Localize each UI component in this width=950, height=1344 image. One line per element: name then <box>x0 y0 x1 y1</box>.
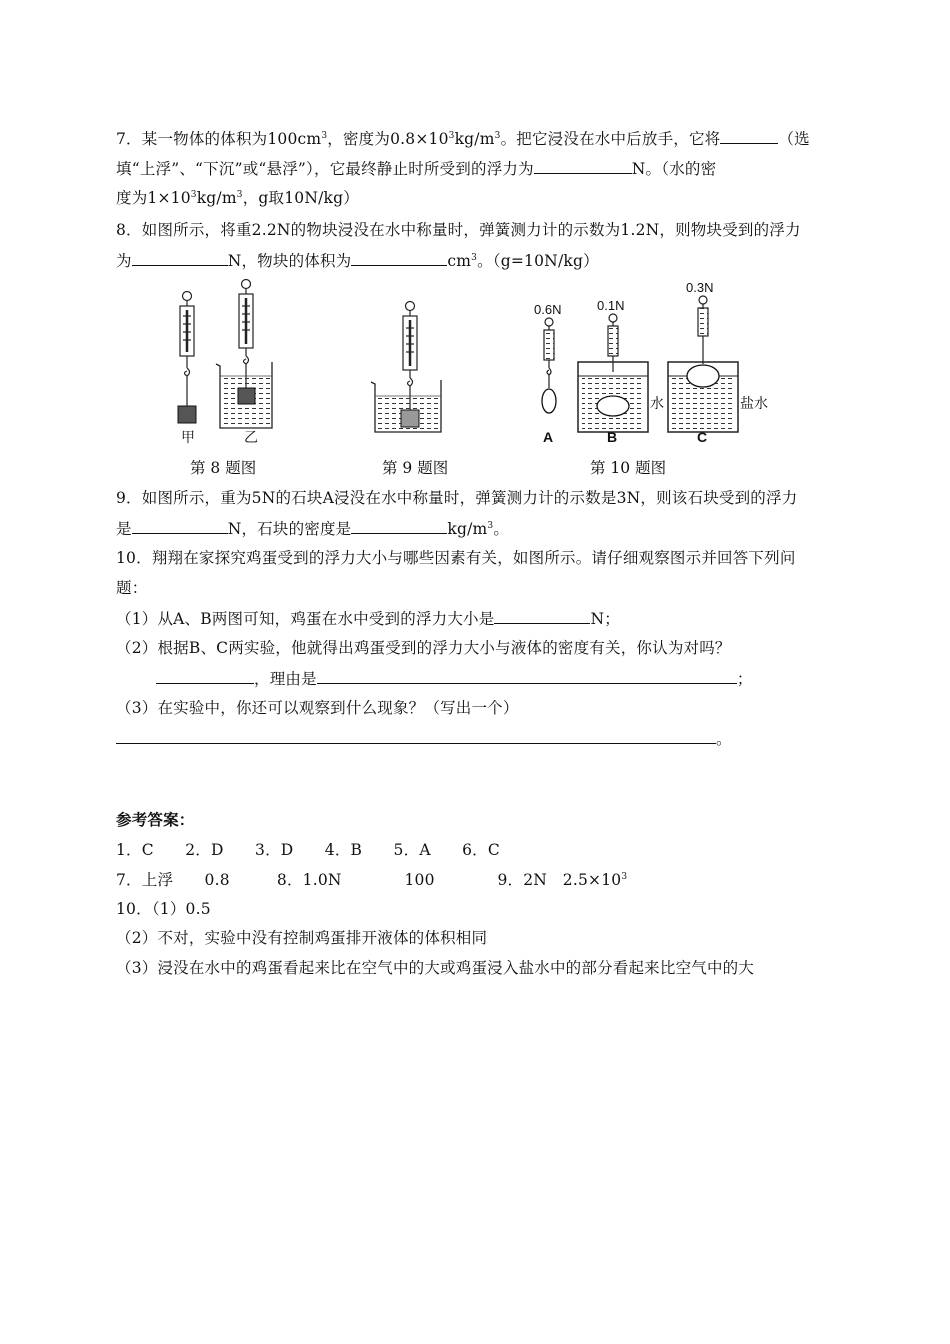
superscript: 3 <box>621 872 628 882</box>
q8-text: cm <box>447 252 472 270</box>
answers-row-2 <box>116 870 627 890</box>
fig8-label-yi: 乙 <box>244 429 258 445</box>
q9-blank-2[interactable] <box>351 518 447 534</box>
q9-text: kg/m <box>447 520 488 538</box>
fig10-reading-c: 0.3N <box>686 280 714 295</box>
q8-blank-2[interactable] <box>351 250 447 266</box>
fig9-stone <box>401 410 419 427</box>
superscript: 3 <box>471 253 478 263</box>
q9-line-2 <box>116 518 509 539</box>
fig10-label-c: C <box>697 429 708 445</box>
q7-text: 。把它浸没在水中后放手，它将 <box>500 130 721 148</box>
fig10-scale-a <box>544 318 554 388</box>
q9-blank-1[interactable] <box>132 518 228 534</box>
answers-row-5: （3）浸没在水中的鸡蛋看起来比在空气中的大或鸡蛋浸入盐水中的部分看起来比空气中的大 <box>116 959 755 977</box>
q10-part-3: （3）在实验中，你还可以观察到什么现象？（写出一个） <box>116 699 519 717</box>
q9-text: 。 <box>493 520 510 538</box>
q8-text: N，物块的体积为 <box>227 252 352 270</box>
q7-text: ，g取10N/kg） <box>242 189 359 207</box>
answers-row-4: （2）不对，实验中没有控制鸡蛋排开液体的体积相同 <box>116 929 488 947</box>
q8-text: 为 <box>116 252 132 270</box>
q7-text: 填“上浮”、“下沉”或“悬浮”），它最终静止时所受到的浮力为 <box>116 160 534 178</box>
answers-heading: 参考答案： <box>116 810 195 829</box>
q7-line-2 <box>116 158 716 179</box>
q7-text: （选 <box>778 130 810 148</box>
q10-part-2-answer <box>156 668 753 689</box>
caption-fig8: 第 8 题图 <box>190 459 257 477</box>
superscript: 3 <box>487 521 494 531</box>
fig10-label-brine: 盐水 <box>740 395 768 411</box>
fig10-label-a: A <box>543 429 554 445</box>
q10-part-3-answer <box>116 728 732 749</box>
fig10-reading-b: 0.1N <box>597 298 625 313</box>
q7-text: 度为1×10 <box>116 189 191 207</box>
q7-blank-2[interactable] <box>534 158 632 174</box>
q10-text: （1）从A、B两图可知，鸡蛋在水中受到的浮力大小是 <box>116 610 495 628</box>
q8-line-1: 8．如图所示，将重2.2N的物块浸没在水中称量时，弹簧测力计的示数为1.2N，则物块受到的浮力 <box>116 221 801 239</box>
fig8-scale-yi <box>239 280 253 389</box>
answers-row-3: 10．（1）0.5 <box>116 900 211 918</box>
q8-blank-1[interactable] <box>132 250 228 266</box>
caption-fig10: 第 10 题图 <box>590 459 667 477</box>
fig8-label-jia: 甲 <box>181 429 195 445</box>
fig10-egg-a <box>542 389 556 413</box>
q10-blank-4[interactable] <box>116 728 716 744</box>
q10-part-2: （2）根据B、C两实验，他就得出鸡蛋受到的浮力大小与液体的密度有关，你认为对吗？ <box>116 639 731 657</box>
superscript: 3 <box>190 190 197 200</box>
q7-text: 7．某一物体的体积为100cm <box>116 130 322 148</box>
fig9-scale <box>403 302 417 411</box>
fig10-reading-a: 0.6N <box>534 302 562 317</box>
fig10-label-water: 水 <box>650 395 664 411</box>
fig10-egg-b <box>597 396 629 416</box>
q10-blank-2[interactable] <box>156 668 254 684</box>
q10-text: ； <box>736 670 753 688</box>
superscript: 3 <box>494 131 501 141</box>
q8-text: 。（g=10N/kg） <box>477 252 599 270</box>
q10-line-1: 10．翔翔在家探究鸡蛋受到的浮力大小与哪些因素有关，如图所示。请仔细观察图示并回答下列问 <box>116 549 796 567</box>
q9-text: N，石块的密度是 <box>227 520 352 538</box>
q10-line-2: 题： <box>116 579 148 597</box>
fig8-block-yi <box>238 388 255 404</box>
q7-line-3 <box>116 188 359 208</box>
fig10-egg-c <box>687 365 719 387</box>
superscript: 3 <box>236 190 243 200</box>
fig8-scale-jia <box>180 292 194 407</box>
superscript: 3 <box>448 131 455 141</box>
fig10-scale-b <box>608 314 618 372</box>
answers-text: 7．上浮 0.8 8．1.0N 100 9．2N 2.5×10 <box>116 871 622 889</box>
q7-text: kg/m <box>454 130 495 148</box>
fig10-scale-c <box>698 296 708 364</box>
q7-text: N。（水的密 <box>631 160 717 178</box>
fig10-label-b: B <box>607 429 618 445</box>
q7-blank-1[interactable] <box>720 128 778 144</box>
q7-text: ，密度为0.8×10 <box>327 130 449 148</box>
q7-line-1 <box>116 128 810 149</box>
answers-row-1: 1．C 2．D 3．D 4．B 5．A 6．C <box>116 841 500 859</box>
caption-fig9: 第 9 题图 <box>382 459 449 477</box>
q10-text: ，理由是 <box>254 670 317 688</box>
q8-line-2 <box>116 250 599 271</box>
superscript: 3 <box>321 131 328 141</box>
q10-part-1 <box>116 608 620 629</box>
q10-blank-3[interactable] <box>317 668 737 684</box>
q7-text: kg/m <box>196 189 237 207</box>
q10-text: N； <box>590 610 620 628</box>
fig8-block-jia <box>178 406 196 423</box>
figures-area <box>0 276 950 456</box>
q10-text: 。 <box>716 730 732 748</box>
q9-text: 是 <box>116 520 132 538</box>
q10-blank-1[interactable] <box>494 608 590 624</box>
q9-line-1: 9．如图所示，重为5N的石块A浸没在水中称量时，弹簧测力计的示数是3N，则该石块受到的浮力 <box>116 489 798 507</box>
